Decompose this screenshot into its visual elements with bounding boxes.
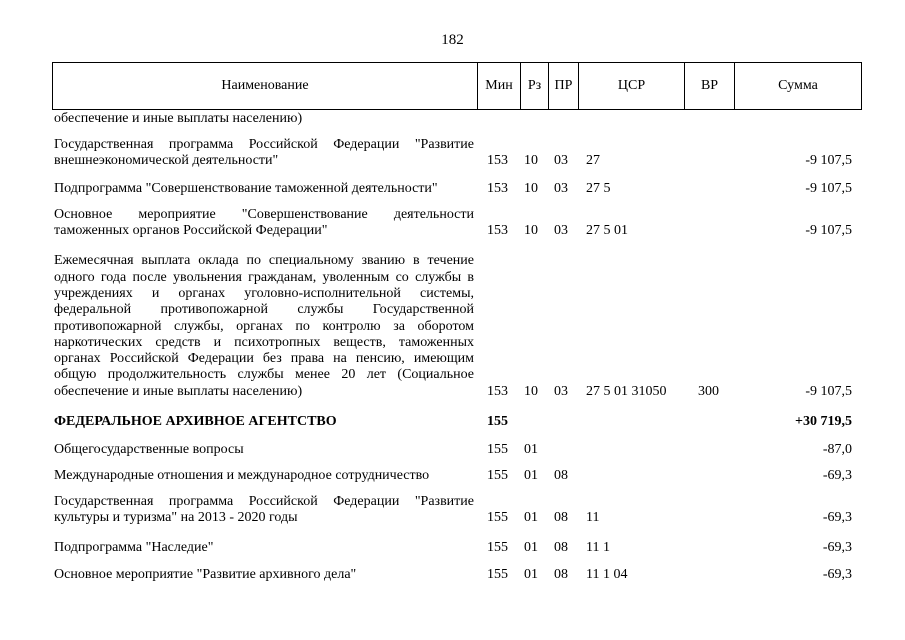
row-min: 153 [487, 181, 508, 196]
row-csr: 27 5 [586, 181, 611, 196]
row-name: Международные отношения и международное сотрудничество [54, 468, 430, 483]
table-row [52, 468, 862, 484]
row-vr: 300 [698, 384, 719, 399]
page-number: 182 [441, 32, 464, 48]
row-name: Общегосударственные вопросы [54, 442, 244, 457]
row-pr: 03 [554, 181, 568, 196]
header-pr: ПР [548, 63, 578, 109]
row-name: Ежемесячная выплата оклада по специальному званию в течение одного года после увольнения гражданам, уволенным со службы в учреждениях и органах уголовно-исполнительной системы, федеральной противопожарной службы Государственной противопожарной службы, органах по контролю за оборотом наркотических средств и психотропных веществ, таможенных органах Российской Федерации без права на пенсию, имеющим общую продолжительность службы менее 20 лет (Социальное обеспечение и иные выплаты населению) [54, 253, 474, 399]
row-pr: 08 [554, 567, 568, 582]
row-csr: 27 5 01 [586, 223, 628, 238]
row-pr: 03 [554, 153, 568, 168]
row-name: Подпрограмма "Совершенствование таможенной деятельности" [54, 181, 438, 196]
row-sum: -9 107,5 [805, 153, 852, 168]
row-pr: 08 [554, 540, 568, 555]
header-rz: Рз [520, 63, 548, 109]
row-name: Государственная программа Российской Федерации "Развитие культуры и туризма" на 2013 - 2020 годы [54, 494, 474, 525]
row-sum: -69,3 [822, 567, 852, 582]
row-csr: 11 1 04 [586, 567, 628, 582]
row-sum: -69,3 [822, 540, 852, 555]
table-row [52, 207, 862, 239]
row-min: 153 [487, 384, 508, 399]
row-sum: -9 107,5 [805, 181, 852, 196]
table-row [52, 414, 862, 430]
row-name: Подпрограмма "Наследие" [54, 540, 214, 555]
row-rz: 01 [524, 442, 538, 457]
row-name: ФЕДЕРАЛЬНОЕ АРХИВНОЕ АГЕНТСТВО [54, 414, 337, 429]
header-vr: ВР [684, 63, 734, 109]
table-row [52, 442, 862, 458]
row-rz: 01 [524, 510, 538, 525]
table-row [52, 540, 862, 556]
row-min: 155 [487, 510, 508, 525]
row-pr: 03 [554, 223, 568, 238]
row-sum: -9 107,5 [805, 223, 852, 238]
row-csr: 27 5 01 31050 [586, 384, 667, 399]
row-min: 153 [487, 153, 508, 168]
row-pr: 08 [554, 468, 568, 483]
row-min: 153 [487, 223, 508, 238]
header-min: Мин [477, 63, 520, 109]
row-csr: 27 [586, 153, 600, 168]
row-min: 155 [487, 468, 508, 483]
row-min: 155 [487, 540, 508, 555]
row-min: 155 [487, 442, 508, 457]
row-rz: 01 [524, 540, 538, 555]
row-rz: 10 [524, 181, 538, 196]
table-row [52, 137, 862, 169]
row-name: Основное мероприятие "Развитие архивного дела" [54, 567, 357, 582]
row-name: Основное мероприятие "Совершенствование деятельности таможенных органов Российской Федерации" [54, 207, 474, 238]
table-row [52, 111, 862, 127]
header-csr: ЦСР [578, 63, 684, 109]
row-pr: 08 [554, 510, 568, 525]
table-row [52, 181, 862, 197]
table-row [52, 494, 862, 526]
row-rz: 10 [524, 384, 538, 399]
table-row [52, 253, 862, 400]
header-name: Наименование [221, 78, 309, 93]
row-rz: 10 [524, 223, 538, 238]
row-rz: 10 [524, 153, 538, 168]
row-pr: 03 [554, 384, 568, 399]
row-min: 155 [487, 567, 508, 582]
row-name: Государственная программа Российской Федерации "Развитие внешнеэкономической деятельности" [54, 137, 474, 168]
row-csr: 11 1 [586, 540, 610, 555]
table-row [52, 567, 862, 583]
row-name: обеспечение и иные выплаты населению) [54, 111, 303, 126]
row-sum: -9 107,5 [805, 384, 852, 399]
row-sum: -69,3 [822, 510, 852, 525]
row-rz: 01 [524, 468, 538, 483]
header-sum: Сумма [734, 63, 861, 109]
row-sum: -69,3 [822, 468, 852, 483]
table-header [52, 62, 862, 110]
row-sum: -87,0 [822, 442, 852, 457]
row-sum: +30 719,5 [795, 414, 852, 429]
row-rz: 01 [524, 567, 538, 582]
row-csr: 11 [586, 510, 600, 525]
row-min: 155 [487, 414, 508, 429]
